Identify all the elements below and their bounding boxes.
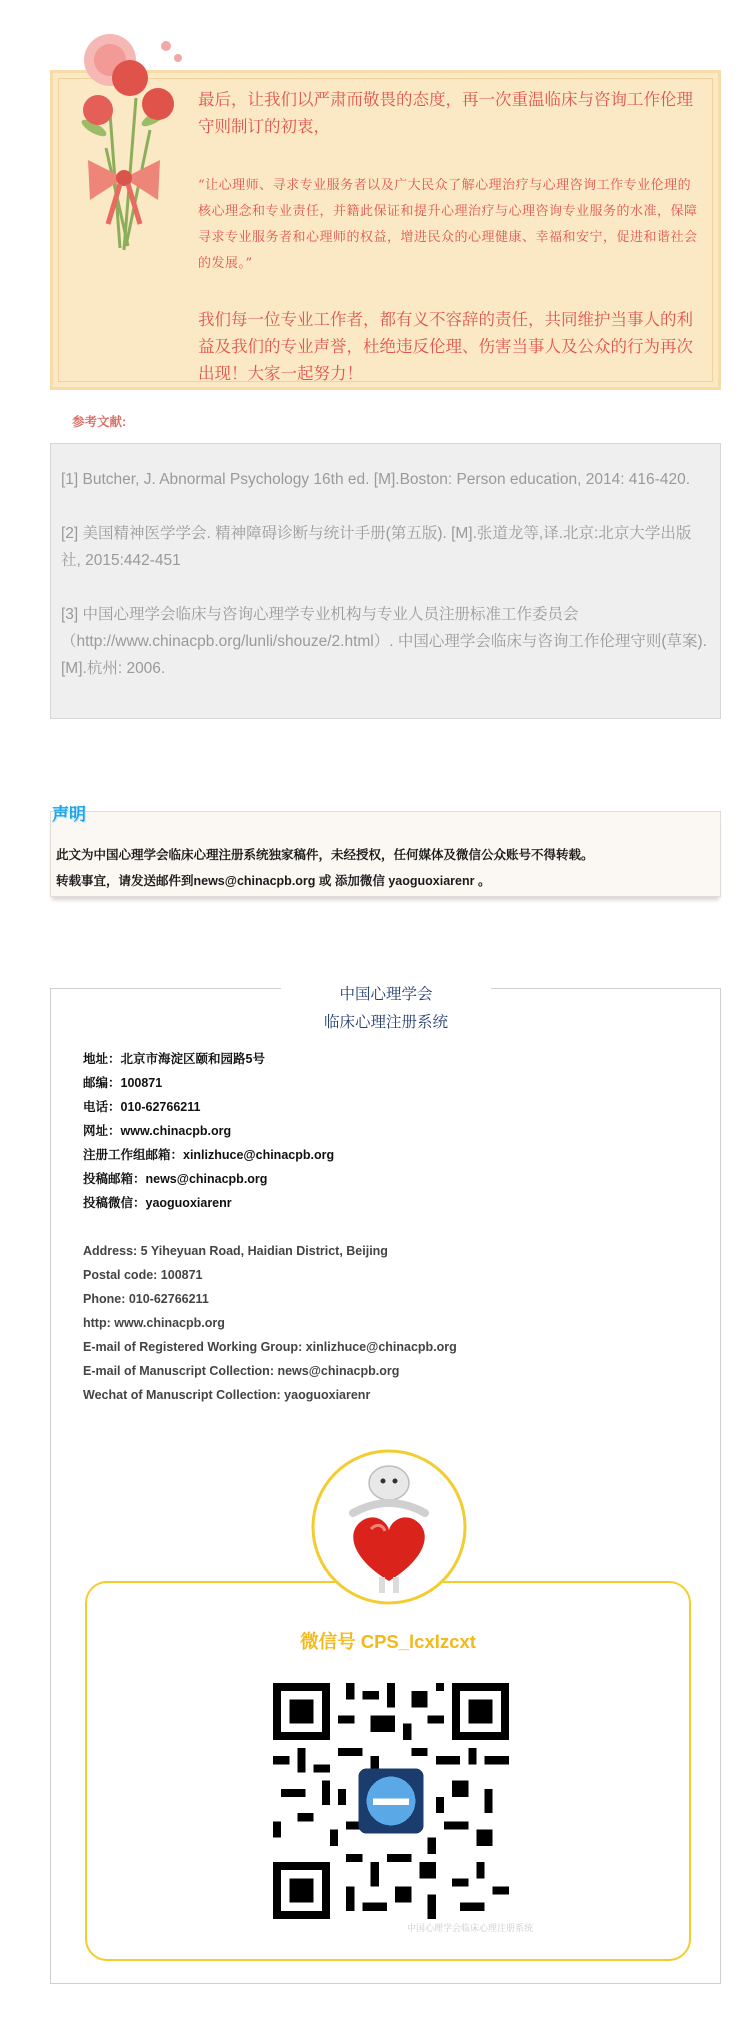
submission-email-cn: 投稿邮箱：news@chinacpb.org bbox=[83, 1172, 268, 1186]
qr-caption: 中国心理学会临床心理注册系统 bbox=[407, 1923, 534, 1933]
references-box bbox=[50, 443, 721, 719]
statement-title: 声明 bbox=[52, 805, 86, 824]
wechat-qr-code-icon[interactable] bbox=[273, 1683, 509, 1919]
address-en: Address: 5 Yiheyuan Road, Haidian District, Beijing bbox=[83, 1244, 388, 1258]
mascot-heart-illustration bbox=[309, 1447, 469, 1607]
reference-item: [1] Butcher, J. Abnormal Psychology 16th ed. [M].Boston: Person education, 2014: 416-420. bbox=[61, 471, 690, 488]
closing-intro: 最后，让我们以严肃而敬畏的态度，再一次重温临床与咨询工作伦理守则制订的初衷， bbox=[198, 91, 693, 136]
wechat-id: 微信号 CPS_lcxlzcxt bbox=[300, 1631, 476, 1652]
references-title: 参考文献: bbox=[72, 415, 127, 429]
registration-email-cn: 注册工作组邮箱：xinlizhuce@chinacpb.org bbox=[83, 1148, 335, 1162]
org-system-name: 临床心理注册系统 bbox=[323, 1014, 448, 1031]
wechat-qr-card bbox=[85, 1581, 691, 1961]
contact-card bbox=[50, 988, 721, 1984]
carnation-bouquet-illustration bbox=[58, 18, 198, 258]
closing-quote: “让心理师、寻求专业服务者以及广大民众了解心理治疗与心理咨询工作专业伦理的核心理念和专业责任，并籍此保证和提升心理治疗与心理咨询专业服务的水准，保障寻求专业服务者和心理师的权益，增进民众的心理健康、幸福和安宁，促进和谐社会的发展。” bbox=[198, 178, 698, 271]
submission-wechat-en: Wechat of Manuscript Collection: yaoguoxiarenr bbox=[83, 1388, 371, 1402]
submission-email-en: E-mail of Manuscript Collection: news@chinacpb.org bbox=[83, 1364, 400, 1378]
phone-en: Phone: 010-62766211 bbox=[83, 1292, 209, 1306]
org-name: 中国心理学会 bbox=[339, 986, 433, 1003]
contact-info-en bbox=[83, 1239, 457, 1407]
postcode-cn: 邮编：100871 bbox=[83, 1076, 163, 1090]
phone-cn: 电话：010-62766211 bbox=[83, 1100, 201, 1114]
contact-info-cn bbox=[83, 1047, 334, 1215]
reference-item: [2] 美国精神医学学会. 精神障碍诊断与统计手册(第五版). [M].张道龙等,译.北京:北京大学出版社, 2015:442-451 bbox=[61, 525, 692, 569]
statement-line-1: 此文为中国心理学会临床心理注册系统独家稿件，未经授权，任何媒体及微信公众账号不得转载。 bbox=[56, 848, 594, 862]
postcode-en: Postal code: 100871 bbox=[83, 1268, 203, 1282]
contact-header bbox=[281, 981, 491, 1037]
closing-call: 我们每一位专业工作者，都有义不容辞的责任，共同维护当事人的利益及我们的专业声誉，杜绝违反伦理、伤害当事人及公众的行为再次出现！大家一起努力！ bbox=[198, 311, 693, 383]
statement-box bbox=[50, 811, 721, 897]
submission-wechat-cn: 投稿微信：yaoguoxiarenr bbox=[83, 1196, 232, 1210]
registration-email-en: E-mail of Registered Working Group: xinlizhuce@chinacpb.org bbox=[83, 1340, 457, 1354]
website-en: http: www.chinacpb.org bbox=[83, 1316, 225, 1330]
address-cn: 地址：北京市海淀区颐和园路5号 bbox=[83, 1052, 265, 1066]
reference-item: [3] 中国心理学会临床与咨询心理学专业机构与专业人员注册标准工作委员会（http://www.chinacpb.org/lunli/shouze/2.html）. 中国心理学会临床与咨询工作伦理守则(草案). [M].杭州: 2006. bbox=[61, 606, 707, 677]
statement-line-2: 转载事宜，请发送邮件到news@chinacpb.org 或 添加微信 yaoguoxiarenr 。 bbox=[56, 874, 491, 888]
website-cn: 网址：www.chinacpb.org bbox=[83, 1124, 232, 1138]
